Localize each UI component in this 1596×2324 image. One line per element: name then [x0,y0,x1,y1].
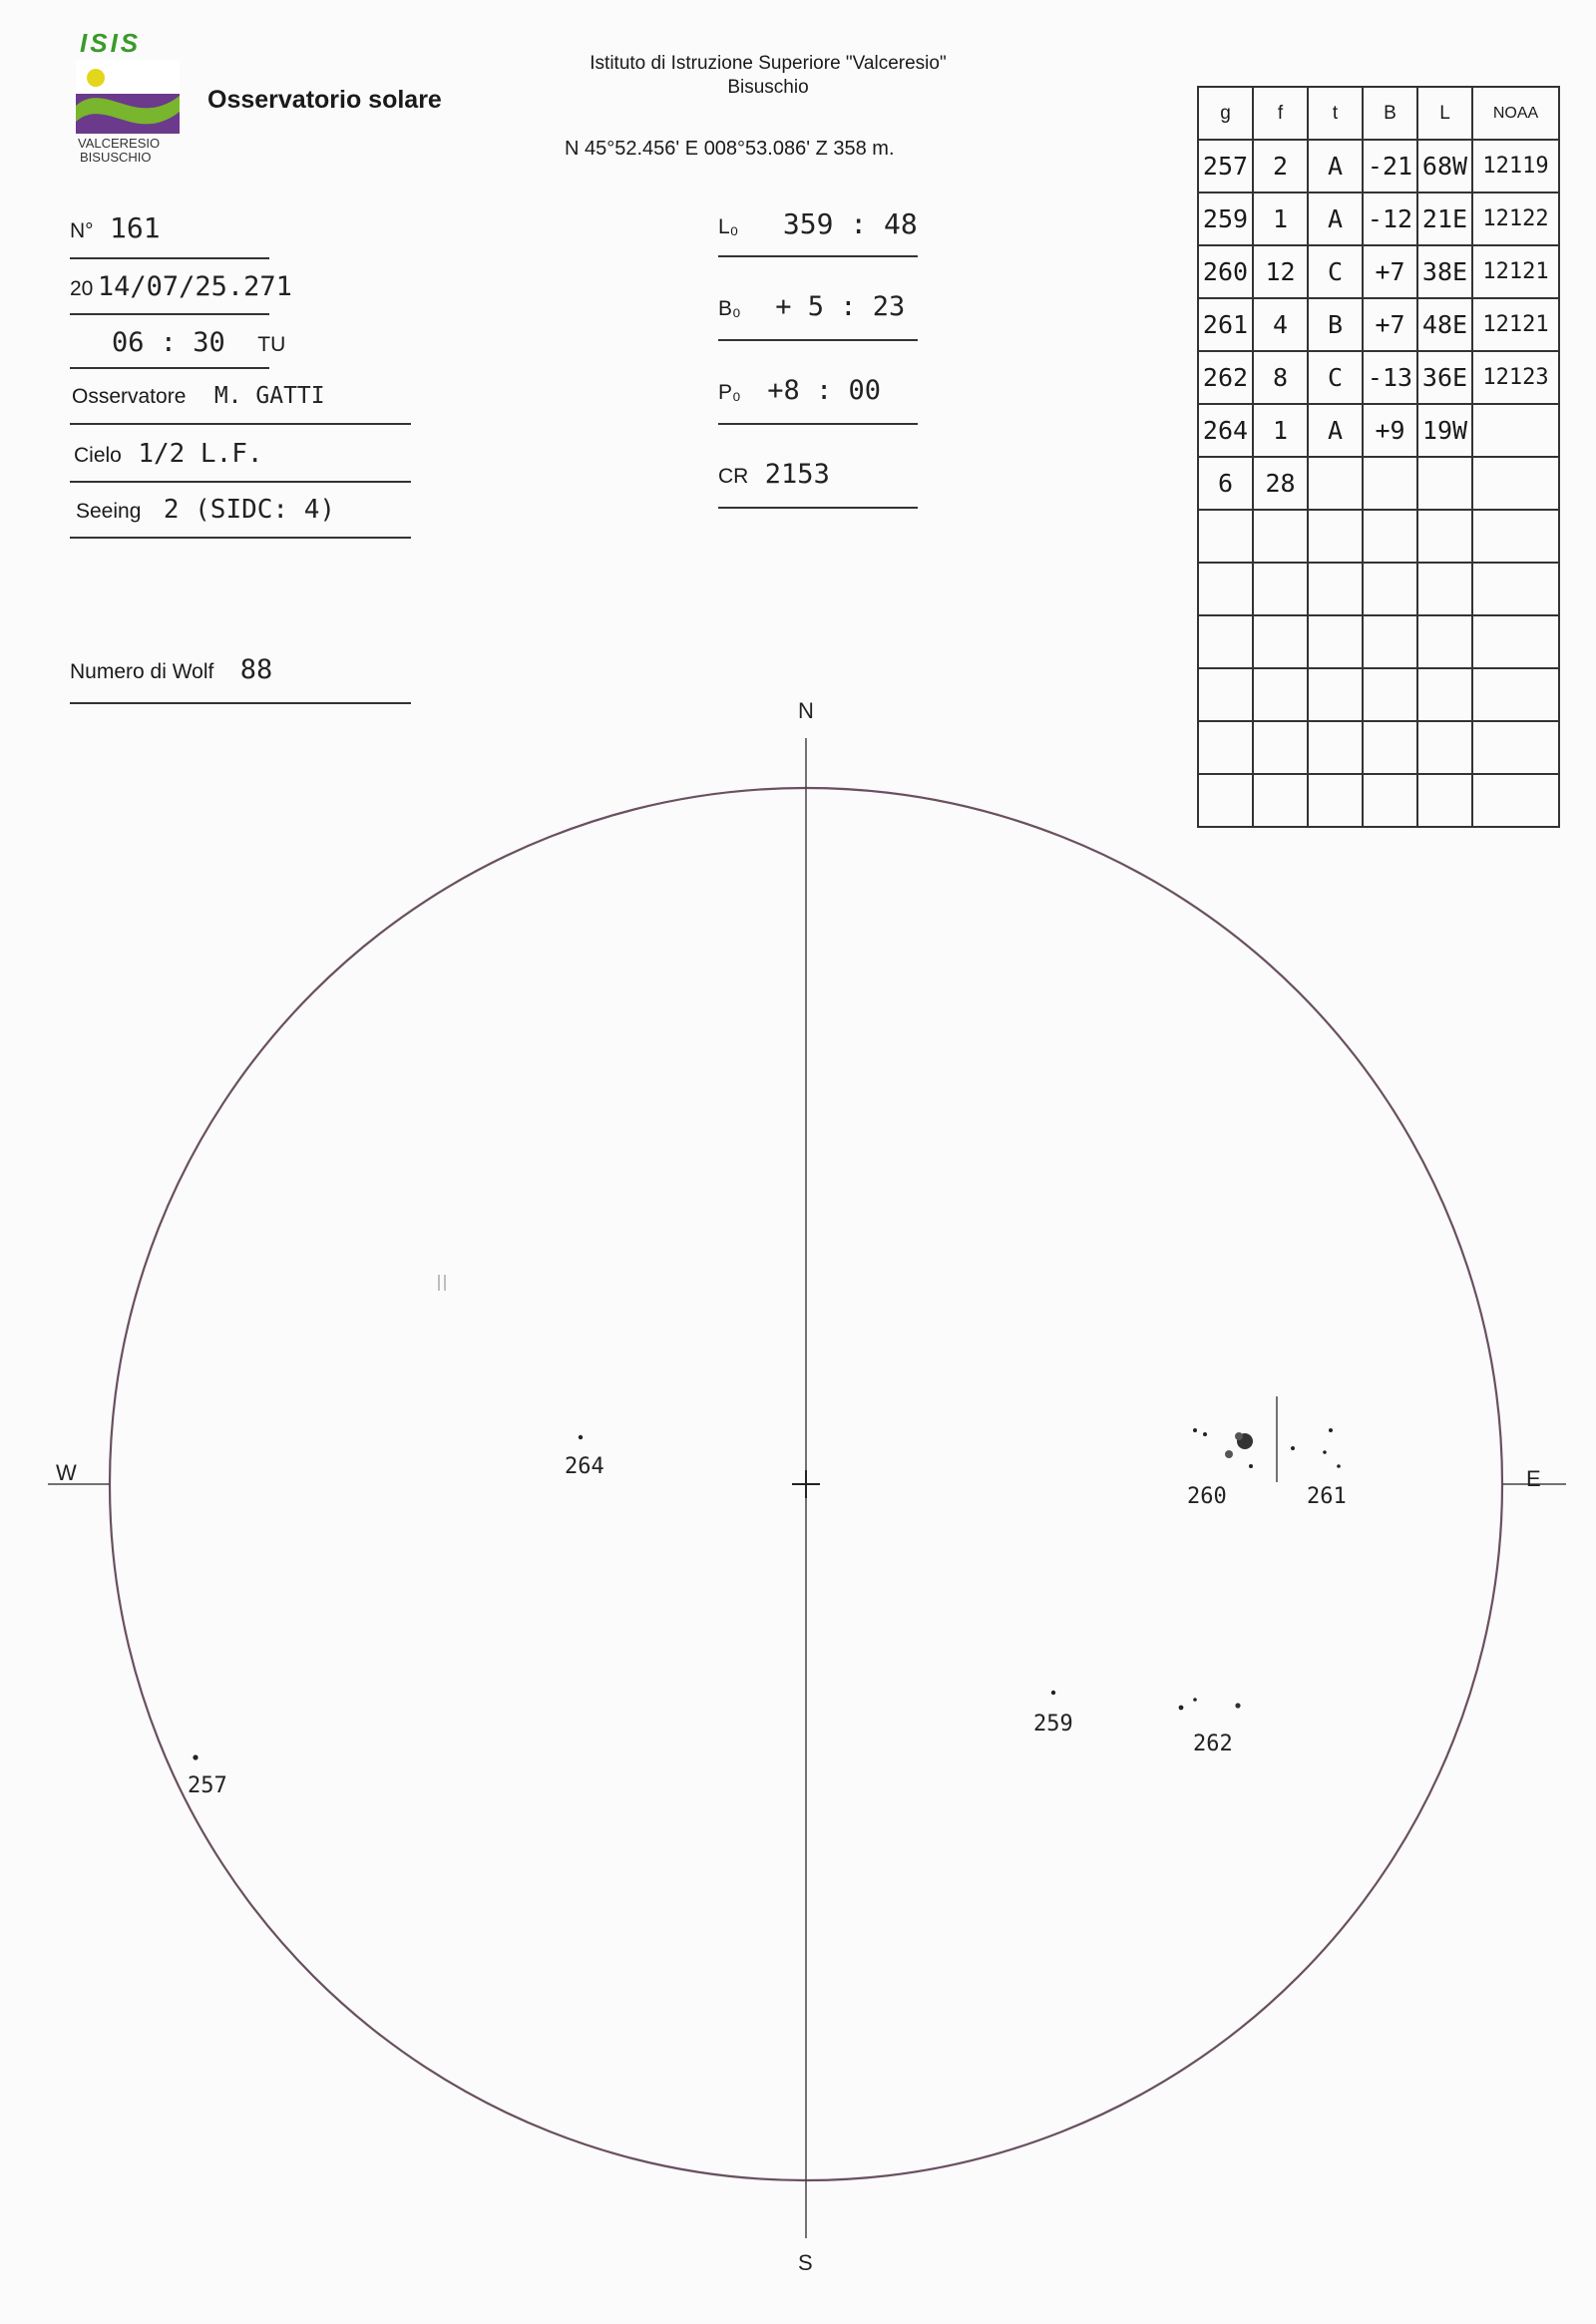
table-cell: 264 [1198,404,1253,457]
seeing-field [76,495,335,525]
cr-value: 2153 [764,459,830,490]
table-cell [1417,510,1472,563]
table-cell: 36E [1417,351,1472,404]
table-cell: 12121 [1472,298,1559,351]
institute-line1: Istituto di Istruzione Superiore "Valceresio" [590,53,947,74]
table-cell: +7 [1363,245,1417,298]
table-cell [1363,774,1417,827]
table-cell [1472,563,1559,615]
table-row [1198,721,1559,774]
table-cell [1363,668,1417,721]
table-cell [1363,615,1417,668]
table-cell [1363,721,1417,774]
sunspot-groups-table [1197,86,1560,828]
group-label-260: 260 [1187,1484,1227,1509]
table-cell [1363,563,1417,615]
table-cell: 2 [1253,140,1308,193]
header-noaa: NOAA [1472,87,1559,140]
table-cell [1253,615,1308,668]
logo [76,28,186,168]
table-cell: 262 [1198,351,1253,404]
b0-value: + 5 : 23 [775,291,906,322]
table-cell: 6 [1198,457,1253,510]
compass-north: N [798,698,814,723]
group-259-spots [1051,1691,1055,1695]
wolf-field [70,654,272,685]
observer-field [72,383,325,409]
number-label: N° [70,219,94,242]
table-cell [1308,774,1363,827]
l0-value: 359 : 48 [782,207,918,240]
observer-value: M. GATTI [213,383,325,409]
table-cell [1198,615,1253,668]
table-cell [1472,615,1559,668]
table-cell: 48E [1417,298,1472,351]
table-cell: 21E [1417,193,1472,245]
table-cell: 1 [1253,404,1308,457]
time-field [112,327,285,358]
table-cell [1308,615,1363,668]
table-cell [1253,510,1308,563]
table-cell: 4 [1253,298,1308,351]
l0-field [718,207,918,240]
table-cell [1417,615,1472,668]
table-cell: 261 [1198,298,1253,351]
table-cell [1198,774,1253,827]
table-row [1198,298,1559,351]
table-cell: A [1308,193,1363,245]
table-cell [1417,668,1472,721]
table-cell: -13 [1363,351,1417,404]
sky-label: Cielo [74,444,122,467]
group-264-spots [579,1435,583,1439]
date-field [70,271,292,302]
table-cell [1472,668,1559,721]
table-cell: 19W [1417,404,1472,457]
table-cell: 12122 [1472,193,1559,245]
table-row [1198,510,1559,563]
table-cell [1308,668,1363,721]
table-row [1198,774,1559,827]
table-cell [1253,774,1308,827]
logo-text: ISIS [80,28,142,58]
p0-label: P₀ [718,381,741,404]
table-row [1198,563,1559,615]
table-cell: +9 [1363,404,1417,457]
table-cell [1417,563,1472,615]
group-label-264: 264 [565,1454,604,1479]
table-cell [1417,721,1472,774]
cr-label: CR [718,465,749,488]
header-l: L [1417,87,1472,140]
table-cell: 12119 [1472,140,1559,193]
site-coordinates: N 45°52.456' E 008°53.086' Z 358 m. [565,138,895,160]
header-f: f [1253,87,1308,140]
table-row [1198,457,1559,510]
compass-east: E [1526,1466,1541,1491]
b0-field [718,291,905,322]
time-unit: TU [257,333,286,356]
table-cell: 68W [1417,140,1472,193]
table-row [1198,615,1559,668]
sky-field [74,439,263,469]
observatory-title: Osservatorio solare [207,86,442,114]
table-cell [1472,457,1559,510]
table-row [1198,193,1559,245]
group-257-spots [193,1754,198,1759]
logo-caption-2: BISUSCHIO [80,150,152,165]
number-field [70,211,161,244]
table-cell: B [1308,298,1363,351]
table-cell: 28 [1253,457,1308,510]
date-prefix: 20 [70,277,94,300]
table-cell: +7 [1363,298,1417,351]
table-cell: C [1308,245,1363,298]
wolf-value: 88 [239,654,273,685]
observer-label: Osservatore [72,385,187,408]
table-cell [1308,457,1363,510]
table-header-row [1198,87,1559,140]
number-value: 161 [110,211,161,244]
table-cell [1308,563,1363,615]
header-b: B [1363,87,1417,140]
table-cell: C [1308,351,1363,404]
table-cell: 12123 [1472,351,1559,404]
table-row [1198,351,1559,404]
table-cell [1308,721,1363,774]
table-row [1198,404,1559,457]
time-value: 06 : 30 [112,327,225,358]
table-cell: -12 [1363,193,1417,245]
table-cell: 257 [1198,140,1253,193]
l0-label: L₀ [718,215,739,238]
date-value: 14/07/25.271 [97,271,292,302]
table-cell [1472,721,1559,774]
table-cell: 8 [1253,351,1308,404]
compass-south: S [798,2250,813,2275]
table-cell [1417,457,1472,510]
group-label-259: 259 [1033,1712,1073,1737]
table-cell [1308,510,1363,563]
table-cell: 12 [1253,245,1308,298]
group-label-261: 261 [1307,1484,1347,1509]
group-261-spots [1291,1428,1341,1468]
table-cell: 259 [1198,193,1253,245]
cr-field [718,459,830,490]
solar-disk-outline [110,788,1502,2180]
b0-label: B₀ [718,297,741,320]
group-label-257: 257 [188,1773,227,1798]
table-cell: 1 [1253,193,1308,245]
logo-emblem-icon [76,60,180,134]
table-cell [1472,774,1559,827]
table-row [1198,245,1559,298]
table-cell [1417,774,1472,827]
p0-field [718,375,881,406]
p0-value: +8 : 00 [767,375,881,406]
table-cell [1198,721,1253,774]
table-cell: A [1308,140,1363,193]
institute-line2: Bisuschio [727,77,809,98]
table-cell [1198,563,1253,615]
table-cell [1253,563,1308,615]
table-cell: A [1308,404,1363,457]
seeing-label: Seeing [76,500,142,523]
table-cell [1253,721,1308,774]
header-t: t [1308,87,1363,140]
header-g: g [1198,87,1253,140]
table-row [1198,140,1559,193]
group-label-262: 262 [1193,1732,1233,1756]
logo-caption-1: VALCERESIO [78,136,161,151]
group-262-spots [1179,1698,1241,1710]
institute-name [519,52,1017,100]
seeing-value: 2 (SIDC: 4) [163,495,336,525]
table-cell [1363,457,1417,510]
table-row [1198,668,1559,721]
table-cell: 38E [1417,245,1472,298]
table-cell [1253,668,1308,721]
table-cell: -21 [1363,140,1417,193]
table-cell [1472,510,1559,563]
table-cell [1198,668,1253,721]
group-260-spots [1193,1428,1253,1468]
compass-west: W [56,1460,77,1485]
table-cell: 260 [1198,245,1253,298]
table-cell [1363,510,1417,563]
sky-value: 1/2 L.F. [138,439,263,469]
wolf-label: Numero di Wolf [70,660,214,683]
table-cell [1198,510,1253,563]
table-cell: 12121 [1472,245,1559,298]
table-cell [1472,404,1559,457]
